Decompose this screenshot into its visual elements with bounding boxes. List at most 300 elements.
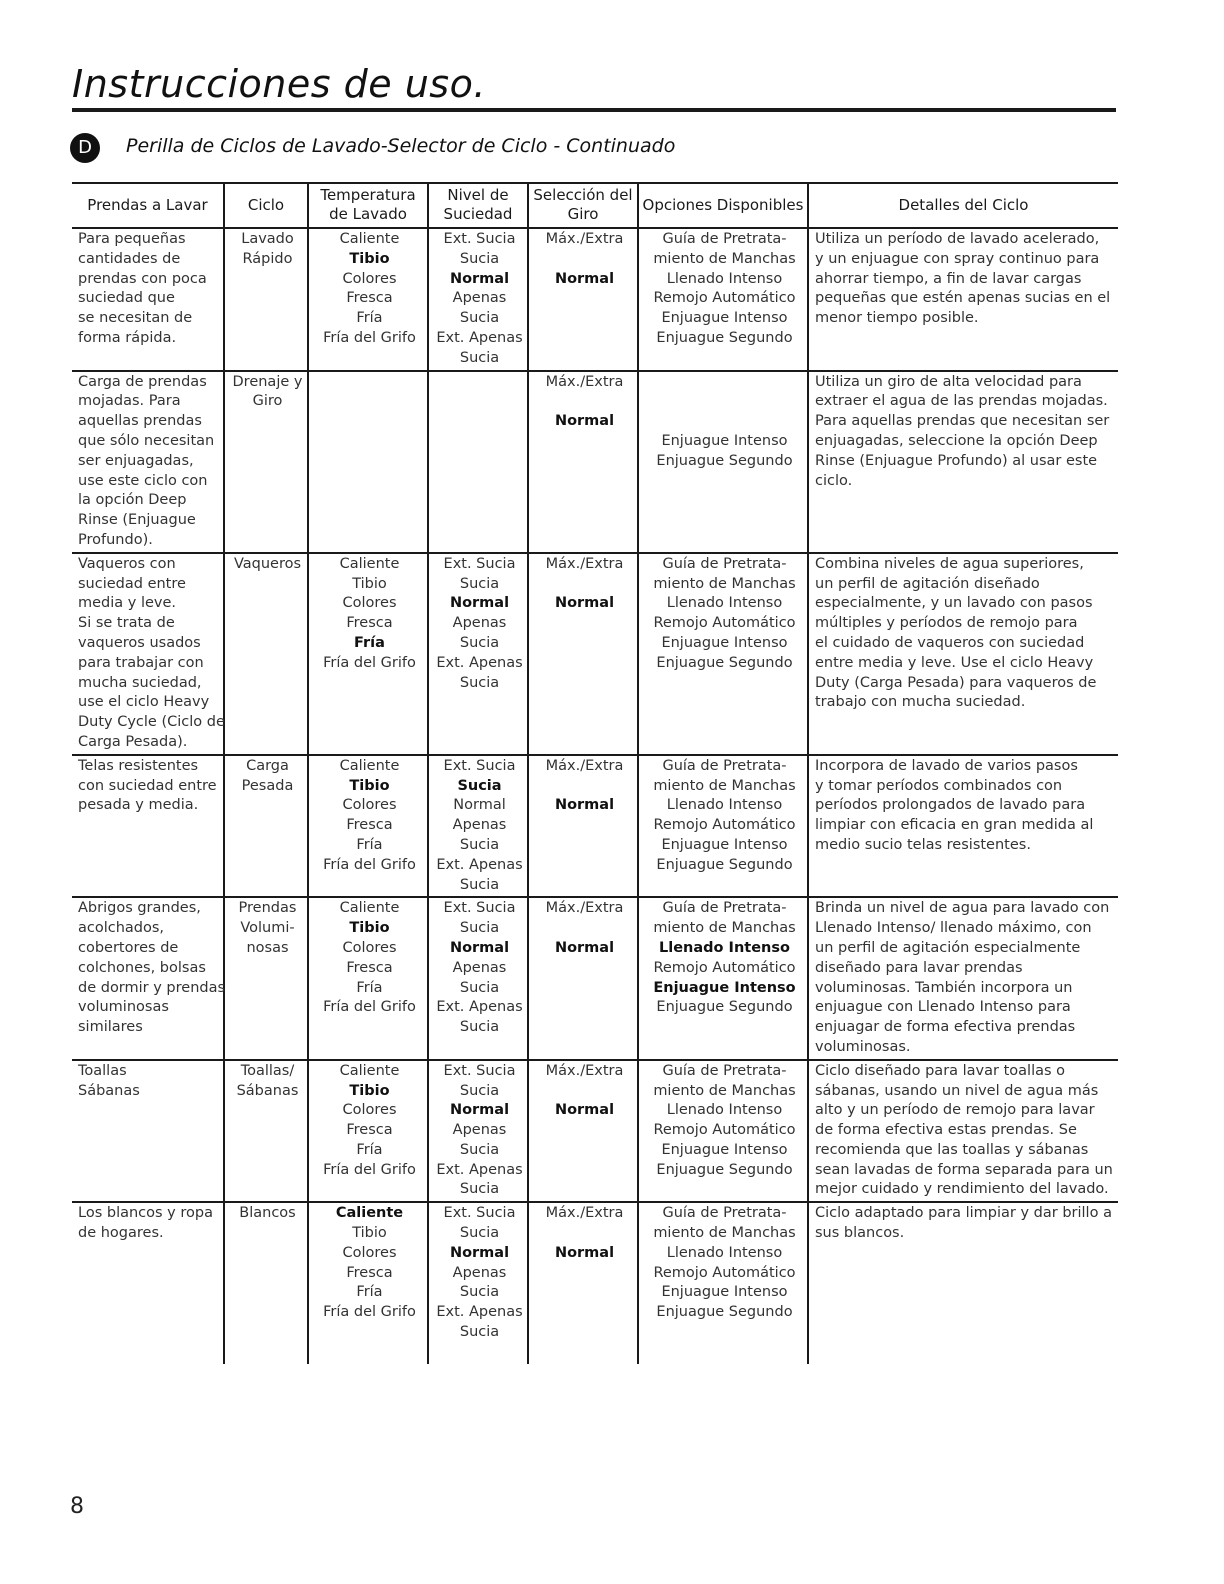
cell-detalles-line: diseñado para lavar prendas <box>815 959 1023 976</box>
cell-prendas-line: Abrigos grandes, <box>78 900 201 917</box>
cell-suciedad-line: Normal <box>449 595 510 612</box>
cell-opciones-line: miento de Manchas <box>653 920 796 937</box>
cell-suciedad-line: Sucia <box>459 1324 500 1341</box>
cell-suciedad-line: Ext. Apenas <box>436 999 523 1016</box>
cell-temperatura-line: Fría del Grifo <box>323 999 416 1016</box>
cell-detalles-line: enjuague con Llenado Intenso para <box>815 999 1071 1016</box>
cell-detalles-line: menor tiempo posible. <box>815 310 979 327</box>
cell-opciones-line: Enjuague Segundo <box>656 1304 793 1321</box>
cell-suciedad-line: Normal <box>449 270 510 287</box>
cell-opciones-line: Enjuague Segundo <box>656 654 793 671</box>
header-prendas: Prendas a Lavar <box>72 183 224 228</box>
cell-prendas-line: aquellas prendas <box>78 413 202 430</box>
table-row <box>72 1202 1118 1364</box>
cell-detalles-line: Utiliza un giro de alta velocidad para <box>815 373 1082 390</box>
cell-detalles-line: pequeñas que estén apenas sucias en el <box>815 290 1111 307</box>
cell-temperatura-line: Caliente <box>339 231 400 247</box>
cell-opciones-line: miento de Manchas <box>653 575 796 592</box>
cell-opciones-line: Guía de Pretrata- <box>662 1205 787 1222</box>
section-letter-badge: D <box>70 133 100 163</box>
cell-temperatura-line: Colores <box>342 939 397 956</box>
cell-prendas-line: de hogares. <box>78 1225 164 1242</box>
cell-detalles-line: extraer el agua de las prendas mojadas. <box>815 393 1108 410</box>
cell-opciones-line <box>645 373 804 393</box>
cell-suciedad-line: Sucia <box>459 575 500 592</box>
cell-prendas-line: Carga de prendas <box>78 373 207 390</box>
cell-temperatura-line: Fría <box>356 1284 383 1301</box>
cell-ciclo-line: Vaqueros <box>233 555 302 572</box>
cell-giro <box>528 228 638 371</box>
cell-opciones <box>638 1060 808 1203</box>
cell-giro-line: Máx./Extra <box>545 900 624 917</box>
table-row <box>72 228 1118 371</box>
cell-opciones-line: miento de Manchas <box>653 1225 796 1242</box>
cell-giro-line: Normal <box>554 797 615 814</box>
cell-suciedad-line: Apenas <box>452 290 507 307</box>
cell-temperatura-line: Caliente <box>335 1205 404 1222</box>
table-row <box>72 553 1118 755</box>
cell-prendas-line: use el ciclo Heavy <box>78 694 210 711</box>
cell-temperatura <box>308 228 428 371</box>
cell-temperatura-line: Fría <box>356 310 383 327</box>
cell-suciedad-line: Normal <box>449 1244 510 1261</box>
header-suciedad: Nivel de Suciedad <box>428 183 528 228</box>
cell-suciedad-line: Sucia <box>459 674 500 691</box>
cell-temperatura-line: Caliente <box>339 900 400 917</box>
cell-prendas-line: con suciedad entre <box>78 777 217 794</box>
cell-ciclo <box>224 755 308 898</box>
cell-temperatura-line: Fría del Grifo <box>323 329 416 346</box>
cell-giro-line <box>535 250 634 270</box>
cell-suciedad <box>428 897 528 1059</box>
cell-temperatura-line: Caliente <box>339 1062 400 1079</box>
cell-temperatura-line: Fría <box>356 1141 383 1158</box>
cell-temperatura-line: Fría del Grifo <box>323 654 416 671</box>
cell-prendas-line: colchones, bolsas <box>78 959 206 976</box>
cell-prendas <box>72 228 224 371</box>
cell-detalles-line: sábanas, usando un nivel de agua más <box>815 1082 1099 1099</box>
cell-temperatura-line: Fresca <box>346 615 393 632</box>
cell-prendas-line: Para pequeñas <box>78 231 186 247</box>
section-title: Perilla de Ciclos de Lavado-Selector de Ciclo - Continuado <box>126 135 676 157</box>
wash-cycle-table <box>72 182 1118 1364</box>
cell-prendas-line: Duty Cycle (Ciclo de <box>78 714 225 731</box>
cell-temperatura-line: Fresca <box>346 959 393 976</box>
cell-temperatura <box>308 755 428 898</box>
cell-suciedad-line: Ext. Apenas <box>436 654 523 671</box>
cell-temperatura <box>308 371 428 553</box>
cell-ciclo-line: Sábanas <box>236 1082 299 1099</box>
cell-giro-line: Máx./Extra <box>545 373 624 390</box>
cell-opciones <box>638 755 808 898</box>
cell-temperatura-line: Fría del Grifo <box>323 856 416 873</box>
cell-ciclo <box>224 897 308 1059</box>
cell-opciones-line: Enjuague Segundo <box>656 1161 793 1178</box>
cell-detalles-line: entre media y leve. Use el ciclo Heavy <box>815 654 1094 671</box>
cell-temperatura-line: Colores <box>342 1102 397 1119</box>
cell-prendas-line: pesada y media. <box>78 797 199 814</box>
cell-ciclo <box>224 228 308 371</box>
table-header-row <box>72 183 1118 228</box>
cell-opciones-line: Enjuague Segundo <box>656 999 793 1016</box>
cell-opciones-line: Guía de Pretrata- <box>662 900 787 917</box>
cell-detalles-line: sus blancos. <box>815 1225 905 1242</box>
cell-suciedad-line: Sucia <box>459 1181 500 1198</box>
cell-suciedad-line: Sucia <box>457 777 502 794</box>
cell-ciclo-line: Volumi- <box>240 920 295 937</box>
cell-detalles-line: recomienda que las toallas y sábanas <box>815 1141 1089 1158</box>
cell-suciedad <box>428 371 528 553</box>
cell-giro-line <box>535 777 634 797</box>
cell-detalles-line: trabajo con mucha suciedad. <box>815 694 1026 711</box>
cell-detalles-line: de forma efectiva estas prendas. Se <box>815 1122 1077 1139</box>
cell-suciedad-line: Apenas <box>452 1122 507 1139</box>
cell-detalles <box>808 553 1118 755</box>
cell-temperatura-line: Fresca <box>346 1122 393 1139</box>
cell-suciedad-line: Ext. Sucia <box>443 900 516 917</box>
table-body <box>72 228 1118 1364</box>
cell-opciones <box>638 1202 808 1364</box>
table-row <box>72 1060 1118 1203</box>
cell-detalles-line: alto y un período de remojo para lavar <box>815 1102 1095 1119</box>
cell-temperatura-line: Fría <box>356 979 383 996</box>
cell-ciclo <box>224 553 308 755</box>
cell-opciones-line: Remojo Automático <box>653 290 796 307</box>
cell-prendas-line: voluminosas <box>78 999 169 1016</box>
cell-detalles-line: y tomar períodos combinados con <box>815 777 1063 794</box>
cell-giro-line <box>535 1082 634 1102</box>
cell-opciones-line: Guía de Pretrata- <box>662 1062 787 1079</box>
cell-prendas-line: ser enjuagadas, <box>78 452 194 469</box>
cell-suciedad-line: Ext. Sucia <box>443 1062 516 1079</box>
cell-prendas-line: forma rápida. <box>78 329 177 346</box>
cell-prendas-line: Si se trata de <box>78 615 175 632</box>
cell-suciedad-line: Ext. Sucia <box>443 231 516 247</box>
cell-prendas-line: Los blancos y ropa <box>78 1205 213 1222</box>
cell-prendas-line: que sólo necesitan <box>78 432 215 449</box>
cell-temperatura-line: Tibio <box>349 777 390 794</box>
title-rule <box>72 108 1116 112</box>
cell-detalles-line: Ciclo diseñado para lavar toallas o <box>815 1062 1066 1079</box>
cell-opciones-line: Enjuague Segundo <box>656 452 793 469</box>
cell-ciclo-line: nosas <box>246 939 289 956</box>
cell-giro-line <box>535 1224 634 1244</box>
cell-opciones-line: miento de Manchas <box>653 777 796 794</box>
table-row <box>72 371 1118 553</box>
cell-suciedad-line: Sucia <box>459 836 500 853</box>
cell-suciedad-line: Sucia <box>459 349 500 366</box>
cell-opciones-line: Llenado Intenso <box>666 797 783 814</box>
cell-opciones-line: Remojo Automático <box>653 817 796 834</box>
cell-detalles-line: Duty (Carga Pesada) para vaqueros de <box>815 674 1097 691</box>
cell-suciedad-line: Sucia <box>459 250 500 267</box>
cell-giro <box>528 553 638 755</box>
cell-opciones-line: Llenado Intenso <box>666 270 783 287</box>
cell-opciones-line: Guía de Pretrata- <box>662 231 787 247</box>
cell-temperatura-line: Tibio <box>349 920 390 937</box>
cell-opciones-line: Remojo Automático <box>653 1122 796 1139</box>
cell-giro-line: Normal <box>554 413 615 430</box>
cell-prendas-line: se necesitan de <box>78 310 193 327</box>
cell-prendas-line: Carga Pesada). <box>78 733 188 750</box>
cell-prendas-line: suciedad entre <box>78 575 186 592</box>
cell-giro-line: Normal <box>554 939 615 956</box>
cell-temperatura <box>308 1202 428 1364</box>
cell-prendas-line: vaqueros usados <box>78 634 201 651</box>
cell-suciedad-line: Normal <box>453 797 506 814</box>
cell-prendas <box>72 1202 224 1364</box>
page-number: 8 <box>70 1494 84 1519</box>
cell-ciclo-line: Toallas/ <box>240 1062 295 1079</box>
cell-detalles-line: Brinda un nivel de agua para lavado con <box>815 900 1110 917</box>
cell-ciclo-line: Carga <box>246 757 289 774</box>
cell-prendas-line: suciedad que <box>78 290 175 307</box>
cell-temperatura-line: Colores <box>342 270 397 287</box>
cell-suciedad-line: Sucia <box>459 1141 500 1158</box>
cell-suciedad-line: Sucia <box>459 634 500 651</box>
cell-opciones-line: Llenado Intenso <box>666 1102 783 1119</box>
cell-ciclo-line: Giro <box>252 393 283 410</box>
cell-temperatura-line: Fresca <box>346 817 393 834</box>
cell-suciedad-line: Ext. Apenas <box>436 856 523 873</box>
cell-giro <box>528 755 638 898</box>
cell-opciones-line: Guía de Pretrata- <box>662 555 787 572</box>
cell-temperatura-line: Tibio <box>349 1082 390 1099</box>
cell-ciclo-line: Blancos <box>239 1205 296 1222</box>
cell-prendas-line: Rinse (Enjuague <box>78 512 196 529</box>
cell-detalles-line: especialmente, y un lavado con pasos <box>815 595 1093 612</box>
cell-detalles-line: Combina niveles de agua superiores, <box>815 555 1084 572</box>
cell-detalles <box>808 1202 1118 1364</box>
cell-detalles <box>808 371 1118 553</box>
cell-prendas-line: use este ciclo con <box>78 472 208 489</box>
cell-temperatura-line: Fría <box>354 634 385 651</box>
cell-detalles <box>808 897 1118 1059</box>
cell-prendas-line: cantidades de <box>78 250 181 267</box>
cell-detalles-line: Utiliza un período de lavado acelerado, <box>815 231 1100 247</box>
cell-opciones <box>638 553 808 755</box>
cell-opciones-line: Enjuague Intenso <box>661 634 788 651</box>
cell-temperatura <box>308 897 428 1059</box>
cell-ciclo <box>224 371 308 553</box>
cell-detalles-line: medio sucio telas resistentes. <box>815 836 1031 853</box>
cell-suciedad-line: Sucia <box>459 310 500 327</box>
cell-suciedad <box>428 1060 528 1203</box>
cell-opciones <box>638 897 808 1059</box>
table-row <box>72 755 1118 898</box>
cell-opciones-line: Enjuague Intenso <box>661 1141 788 1158</box>
header-detalles: Detalles del Ciclo <box>808 183 1118 228</box>
cell-prendas-line: similares <box>78 1019 143 1036</box>
cell-giro-line: Máx./Extra <box>545 757 624 774</box>
cell-temperatura <box>308 1060 428 1203</box>
cell-temperatura-line: Fresca <box>346 1264 393 1281</box>
cell-suciedad <box>428 228 528 371</box>
cell-prendas-line: mucha suciedad, <box>78 674 202 691</box>
cell-opciones-line: Enjuague Intenso <box>661 432 788 449</box>
cell-prendas-line: para trabajar con <box>78 654 204 671</box>
cell-ciclo-line: Lavado <box>241 231 294 247</box>
cell-detalles-line: Ciclo adaptado para limpiar y dar brillo a <box>815 1205 1112 1222</box>
cell-prendas-line: Telas resistentes <box>78 757 199 774</box>
page-title: Instrucciones de uso. <box>72 62 486 106</box>
cell-temperatura-line: Caliente <box>339 555 400 572</box>
cell-prendas-line: cobertores de <box>78 939 179 956</box>
cell-prendas-line: de dormir y prendas <box>78 979 226 996</box>
cell-temperatura-line: Fresca <box>346 290 393 307</box>
cell-temperatura-line: Fría del Grifo <box>323 1161 416 1178</box>
cell-suciedad-line: Ext. Sucia <box>443 555 516 572</box>
cell-prendas-line: Toallas <box>78 1062 127 1079</box>
cell-suciedad <box>428 553 528 755</box>
cell-opciones-line <box>645 412 804 432</box>
cell-giro <box>528 1202 638 1364</box>
cell-opciones-line: Enjuague Intenso <box>661 310 788 327</box>
cell-temperatura-line: Caliente <box>339 757 400 774</box>
cell-temperatura-line: Tibio <box>349 250 390 267</box>
cell-temperatura-line: Tibio <box>352 1225 387 1242</box>
cell-opciones-line: miento de Manchas <box>653 1082 796 1099</box>
cell-prendas-line: prendas con poca <box>78 270 207 287</box>
cell-prendas-line: media y leve. <box>78 595 177 612</box>
cell-giro-line <box>535 575 634 595</box>
cell-opciones-line: Enjuague Intenso <box>661 1284 788 1301</box>
cell-opciones-line: Enjuague Intenso <box>661 836 788 853</box>
cell-detalles-line: ciclo. <box>815 472 853 489</box>
cell-temperatura-line: Tibio <box>352 575 387 592</box>
cell-detalles <box>808 755 1118 898</box>
cell-opciones-line <box>645 392 804 412</box>
cell-giro-line: Máx./Extra <box>545 555 624 572</box>
cell-detalles-line: ahorrar tiempo, a fin de lavar cargas <box>815 270 1082 287</box>
cell-detalles-line: Rinse (Enjuague Profundo) al usar este <box>815 452 1098 469</box>
cell-ciclo <box>224 1060 308 1203</box>
cell-suciedad-line: Sucia <box>459 1225 500 1242</box>
cell-opciones-line: Guía de Pretrata- <box>662 757 787 774</box>
cell-suciedad-line: Apenas <box>452 817 507 834</box>
cell-suciedad-line: Apenas <box>452 959 507 976</box>
cell-giro-line: Normal <box>554 1244 615 1261</box>
cell-detalles-line: limpiar con eficacia en gran medida al <box>815 817 1094 834</box>
cell-prendas <box>72 1060 224 1203</box>
header-opciones: Opciones Disponibles <box>638 183 808 228</box>
cell-detalles-line: voluminosas. También incorpora un <box>815 979 1073 996</box>
cell-prendas-line: mojadas. Para <box>78 393 181 410</box>
cell-suciedad-line: Normal <box>449 939 510 956</box>
cell-giro-line: Normal <box>554 595 615 612</box>
cell-detalles-line: un perfil de agitación especialmente <box>815 939 1081 956</box>
cell-giro-line: Máx./Extra <box>545 1062 624 1079</box>
cell-prendas-line: Vaqueros con <box>78 555 176 572</box>
cell-suciedad-line: Sucia <box>459 1019 500 1036</box>
cell-suciedad-line: Ext. Apenas <box>436 329 523 346</box>
cell-temperatura-line: Fría del Grifo <box>323 1304 416 1321</box>
cell-detalles-line: un perfil de agitación diseñado <box>815 575 1040 592</box>
cell-detalles-line: Para aquellas prendas que necesitan ser <box>815 413 1110 430</box>
cell-suciedad-line: Ext. Apenas <box>436 1161 523 1178</box>
cell-prendas-line: Profundo). <box>78 531 153 548</box>
cell-detalles-line: múltiples y períodos de remojo para <box>815 615 1078 632</box>
cell-detalles-line: enjuagar de forma efectiva prendas <box>815 1019 1076 1036</box>
cell-temperatura-line: Colores <box>342 595 397 612</box>
cell-prendas <box>72 553 224 755</box>
cell-detalles <box>808 1060 1118 1203</box>
cell-opciones-line: Remojo Automático <box>653 615 796 632</box>
cell-opciones-line: Remojo Automático <box>653 959 796 976</box>
cell-opciones-line: miento de Manchas <box>653 250 796 267</box>
cell-ciclo-line: Rápido <box>242 250 293 267</box>
cell-suciedad-line: Sucia <box>459 876 500 893</box>
cell-suciedad-line: Sucia <box>459 920 500 937</box>
cell-giro-line <box>535 392 634 412</box>
header-ciclo: Ciclo <box>224 183 308 228</box>
cell-prendas-line: acolchados, <box>78 920 165 937</box>
cell-prendas <box>72 755 224 898</box>
cell-suciedad <box>428 1202 528 1364</box>
cell-suciedad-line: Apenas <box>452 1264 507 1281</box>
cell-opciones-line: Enjuague Segundo <box>656 856 793 873</box>
cell-opciones-line: Llenado Intenso <box>666 595 783 612</box>
cell-opciones-line: Enjuague Segundo <box>656 329 793 346</box>
cell-temperatura-line: Colores <box>342 797 397 814</box>
cell-opciones <box>638 371 808 553</box>
cell-giro <box>528 1060 638 1203</box>
cell-suciedad-line: Sucia <box>459 1284 500 1301</box>
cell-detalles-line: mejor cuidado y rendimiento del lavado. <box>815 1181 1109 1198</box>
cell-suciedad-line: Apenas <box>452 615 507 632</box>
cell-opciones <box>638 228 808 371</box>
cell-ciclo-line: Drenaje y <box>232 373 303 390</box>
cell-ciclo-line: Prendas <box>238 900 297 917</box>
cell-ciclo-line: Pesada <box>241 777 294 794</box>
cell-prendas-line: la opción Deep <box>78 492 187 509</box>
cell-temperatura <box>308 553 428 755</box>
cell-suciedad-line: Sucia <box>459 1082 500 1099</box>
cell-opciones-line: Llenado Intenso <box>666 1244 783 1261</box>
cell-giro <box>528 371 638 553</box>
cell-detalles-line: períodos prolongados de lavado para <box>815 797 1086 814</box>
cell-temperatura-line: Colores <box>342 1244 397 1261</box>
cell-opciones-line: Enjuague Intenso <box>653 979 796 996</box>
cell-prendas-line: Sábanas <box>78 1082 140 1099</box>
cell-temperatura-line: Fría <box>356 836 383 853</box>
cell-opciones-line: Remojo Automático <box>653 1264 796 1281</box>
cell-giro <box>528 897 638 1059</box>
cell-suciedad-line: Sucia <box>459 979 500 996</box>
table-row <box>72 897 1118 1059</box>
cell-opciones-line: Llenado Intenso <box>659 939 790 956</box>
cell-detalles-line: voluminosas. <box>815 1038 911 1055</box>
cell-suciedad-line: Normal <box>449 1102 510 1119</box>
cell-detalles-line: y un enjuague con spray continuo para <box>815 250 1100 267</box>
cell-suciedad-line: Ext. Sucia <box>443 1205 516 1222</box>
cell-prendas <box>72 897 224 1059</box>
cell-giro-line: Máx./Extra <box>545 1205 624 1222</box>
cell-prendas <box>72 371 224 553</box>
cell-detalles-line: sean lavadas de forma separada para un <box>815 1161 1113 1178</box>
header-giro: Selección del Giro <box>528 183 638 228</box>
cell-detalles-line: enjuagadas, seleccione la opción Deep <box>815 432 1098 449</box>
cell-detalles-line: Incorpora de lavado de varios pasos <box>815 757 1078 774</box>
cell-suciedad-line: Ext. Sucia <box>443 757 516 774</box>
cell-giro-line: Normal <box>554 1102 615 1119</box>
header-temperatura: Temperatura de Lavado <box>308 183 428 228</box>
cell-detalles <box>808 228 1118 371</box>
cell-detalles-line: Llenado Intenso/ llenado máximo, con <box>815 920 1092 937</box>
cell-giro-line: Máx./Extra <box>545 231 624 247</box>
cell-suciedad-line: Ext. Apenas <box>436 1304 523 1321</box>
cell-suciedad <box>428 755 528 898</box>
